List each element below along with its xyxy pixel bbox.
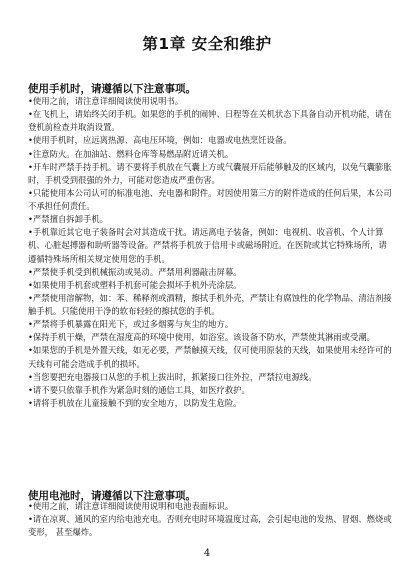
- section-body-battery-use: [28, 500, 395, 539]
- section-heading-phone-use: 使用手机时，请遵循以下注意事项。: [28, 83, 196, 95]
- bullet-paragraph: •使用之前，请注意详细阅读使用说明和电池表面标识。: [28, 501, 234, 511]
- bullet-paragraph: •严禁使手机受到机械振动或晃动。严禁用利器敲击屏幕。: [28, 266, 242, 277]
- bullet-paragraph: •开车时严禁手持手机。请不要将手机放在气囊上方或气囊展开后能够触及的区域内，以免气囊膨胀时，手机受到很强的外力，可能对您造成严重伤害。: [28, 161, 392, 185]
- bullet-paragraph: •在飞机上，请始终关闭手机。如果您的手机的闹钟、日程等在关机状态下具备自动开机功能，请在登机前检查并取消设置。: [28, 109, 392, 133]
- bullet-paragraph: •请在凉爽、通风的室内给电池充电。否则充电时环境温度过高，会引起电池的发热、冒烟、燃烧或变形， 甚至爆炸。: [28, 514, 392, 538]
- bullet-paragraph: •只能使用本公司认可的标准电池、充电器和附件。对因使用第三方的附件造成的任何后果，本公司不承担任何责任。: [28, 187, 392, 211]
- bullet-paragraph: •严禁使用溶解物，如：苯、稀释剂或酒精，擦拭手机外壳，严禁让有腐蚀性的化学物品、清洁剂接触手机。只能使用干净的软布轻轻的擦拭您的手机。: [28, 292, 392, 316]
- bullet-paragraph: •请将手机放在儿童接触不到的安全地方，以防发生危险。: [28, 397, 242, 408]
- section-heading-battery-use: 使用电池时，请遵循以下注意事项。: [28, 490, 196, 502]
- bullet-paragraph: •注意防火。在加油站、燃料仓库等易燃品附近请关机。: [28, 148, 234, 159]
- bullet-paragraph: •如果使用手机套或塑料手机套可能会损坏手机外壳涂层。: [28, 279, 242, 290]
- bullet-paragraph: •严禁擅自拆卸手机。: [28, 214, 109, 225]
- page-number: 4: [203, 548, 211, 559]
- bullet-paragraph: •如果您的手机是外置天线，如无必要，严禁触摸天线，仅可使用原装的天线，如果使用未经许可的天线有可能会造成手机的损坏。: [28, 345, 392, 369]
- bullet-paragraph: •使用之前，请注意详细阅读使用说明书。: [28, 96, 184, 106]
- bullet-paragraph: •手机靠近其它电子装备时会对其造成干扰。请远离电子装备，例如：电视机、收音机、个人计算机、心脏起搏器和助听器等设备。严禁将手机放于信用卡或磁场附近。在医院或其它特殊场所，请遵循特殊场所相关规定使用您的手机。: [28, 227, 387, 264]
- bullet-paragraph: •保持手机干燥，严禁在湿度高的环境中使用，如浴室。该设备不防水，严禁使其淋雨或受潮。: [28, 332, 376, 343]
- chapter-title: 第1章 安全和维护: [142, 35, 272, 53]
- bullet-paragraph: •请不要只依靠手机作为紧急时刻的通信工具，如医疗救护。: [28, 384, 250, 395]
- bullet-paragraph: •严禁将手机暴露在阳光下，或过多烟雾与灰尘的地方。: [28, 319, 234, 330]
- section-body-phone-use: [28, 95, 395, 410]
- bullet-paragraph: •当您要把充电器接口从您的手机上拔出时，抓紧接口往外拉，严禁拉电源线。: [28, 371, 317, 382]
- bullet-paragraph: •使用手机时，应远离热源、高电压环境，例如：电器或电热烹饪设备。: [28, 135, 292, 146]
